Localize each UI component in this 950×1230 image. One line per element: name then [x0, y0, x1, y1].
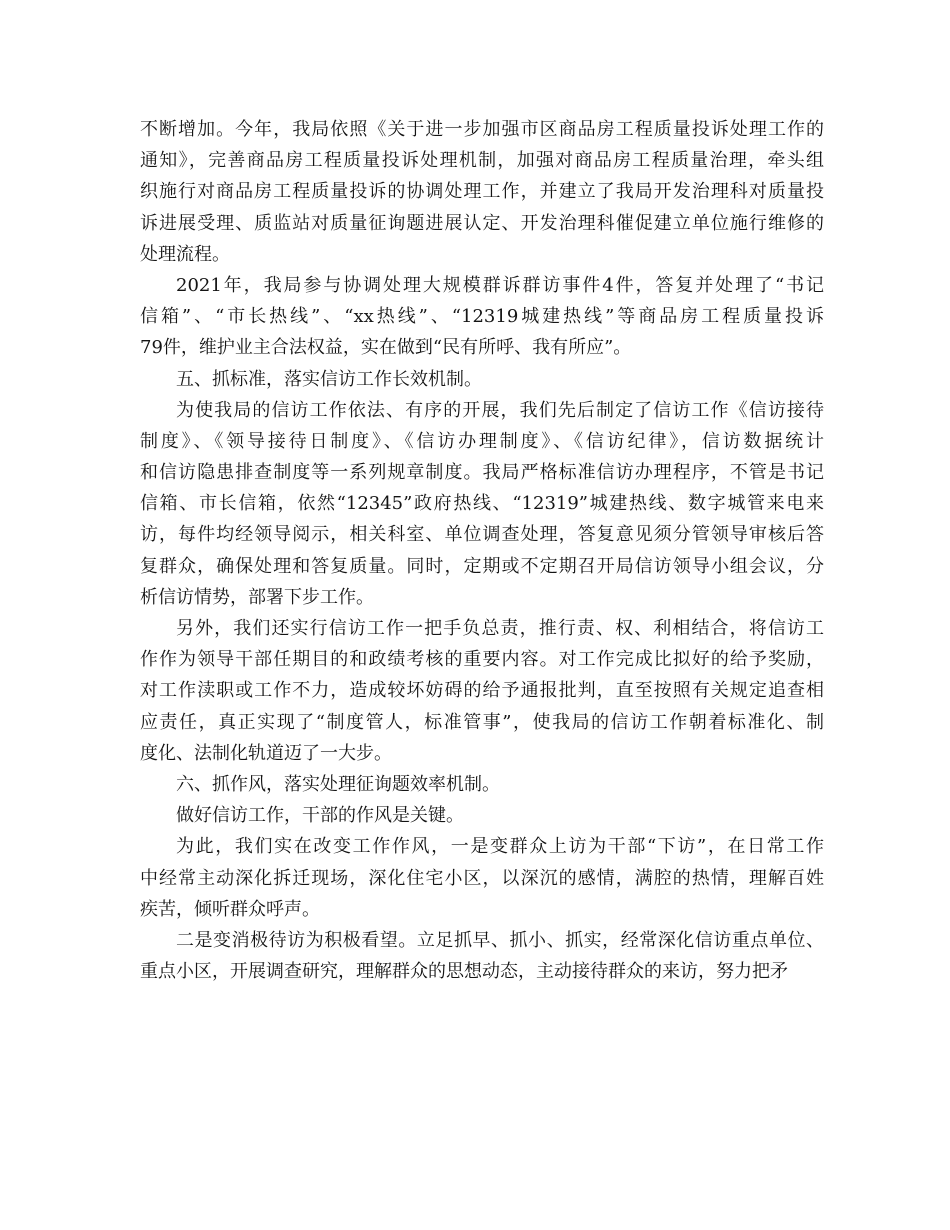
text-line: 作作为领导干部任期目的和政绩考核的重要内容。对工作完成比拟好的给予奖励， — [140, 649, 824, 671]
text-line: 通知》，完善商品房工程质量投诉处理机制，加强对商品房工程质量治理，牵头组 — [140, 150, 824, 172]
text-line: 信箱”、“市长热线”、“xx热线”、“12319城建热线”等商品房工程质量投诉 — [140, 306, 824, 328]
text-line: 中经常主动深化拆迁现场，深化住宅小区，以深沉的感情，满腔的热情，理解百姓 — [140, 867, 824, 889]
paragraph — [140, 831, 824, 925]
text-line: 对工作渎职或工作不力，造成较坏妨碍的给予通报批判，直至按照有关规定追查相 — [140, 680, 824, 702]
text-line: 做好信访工作，干部的作风是关键。 — [176, 805, 464, 827]
text-line: 2021年，我局参与协调处理大规模群诉群访事件4件，答复并处理了“书记 — [176, 274, 824, 296]
text-line: 和信访隐患排查制度等一系列规章制度。我局严格标准信访办理程序，不管是书记 — [140, 462, 824, 484]
paragraph — [140, 395, 824, 613]
paragraph — [140, 925, 824, 987]
text-line: 疾苦，倾听群众呼声。 — [140, 898, 320, 920]
text-line: 为此，我们实在改变工作作风，一是变群众上访为干部“下访”，在日常工作 — [176, 836, 824, 858]
text-line: 另外，我们还实行信访工作一把手负总责，推行责、权、利相结合，将信访工 — [176, 618, 824, 639]
text-line: 五、抓标准，落实信访工作长效机制。 — [176, 368, 482, 390]
text-line: 访，每件均经领导阅示，相关科室、单位调查处理，答复意见须分管领导审核后答 — [140, 524, 824, 546]
text-line: 复群众，确保处理和答复质量。同时，定期或不定期召开局信访领导小组会议，分 — [140, 555, 824, 577]
paragraph — [140, 769, 824, 800]
paragraph — [140, 800, 824, 831]
text-line: 重点小区，开展调查研究，理解群众的思想动态，主动接待群众的来访，努力把矛 — [140, 961, 788, 983]
paragraph — [140, 270, 824, 364]
text-line: 六、抓作风，落实处理征询题效率机制。 — [176, 773, 500, 795]
text-line: 析信访情势，部署下步工作。 — [140, 586, 374, 608]
text-line: 诉进展受理、质监站对质量征询题进展认定、开发治理科催促建立单位施行维修的 — [140, 212, 824, 234]
text-line: 不断增加。今年，我局依照《关于进一步加强市区商品房工程质量投诉处理工作的 — [140, 119, 824, 140]
text-line: 织施行对商品房工程质量投诉的协调处理工作，并建立了我局开发治理科对质量投 — [140, 181, 824, 203]
text-line: 信箱、市长信箱，依然“12345”政府热线、“12319”城建热线、数字城管来电来 — [140, 493, 824, 515]
text-line: 为使我局的信访工作依法、有序的开展，我们先后制定了信访工作《信访接待 — [176, 399, 824, 421]
text-line: 应责任，真正实现了“制度管人，标准管事”，使我局的信访工作朝着标准化、制 — [140, 711, 824, 733]
document-body — [140, 114, 824, 987]
text-line: 度化、法制化轨道迈了一大步。 — [140, 742, 392, 764]
text-line: 制度》、《领导接待日制度》、《信访办理制度》、《信访纪律》，信访数据统计 — [140, 430, 824, 452]
text-line: 二是变消极待访为积极看望。立足抓早、抓小、抓实，经常深化信访重点单位、 — [176, 929, 824, 951]
text-line: 79件，维护业主合法权益，实在做到“民有所呼、我有所应”。 — [140, 337, 632, 359]
text-line: 处理流程。 — [140, 243, 230, 265]
paragraph — [140, 114, 824, 270]
paragraph — [140, 613, 824, 769]
paragraph — [140, 364, 824, 395]
